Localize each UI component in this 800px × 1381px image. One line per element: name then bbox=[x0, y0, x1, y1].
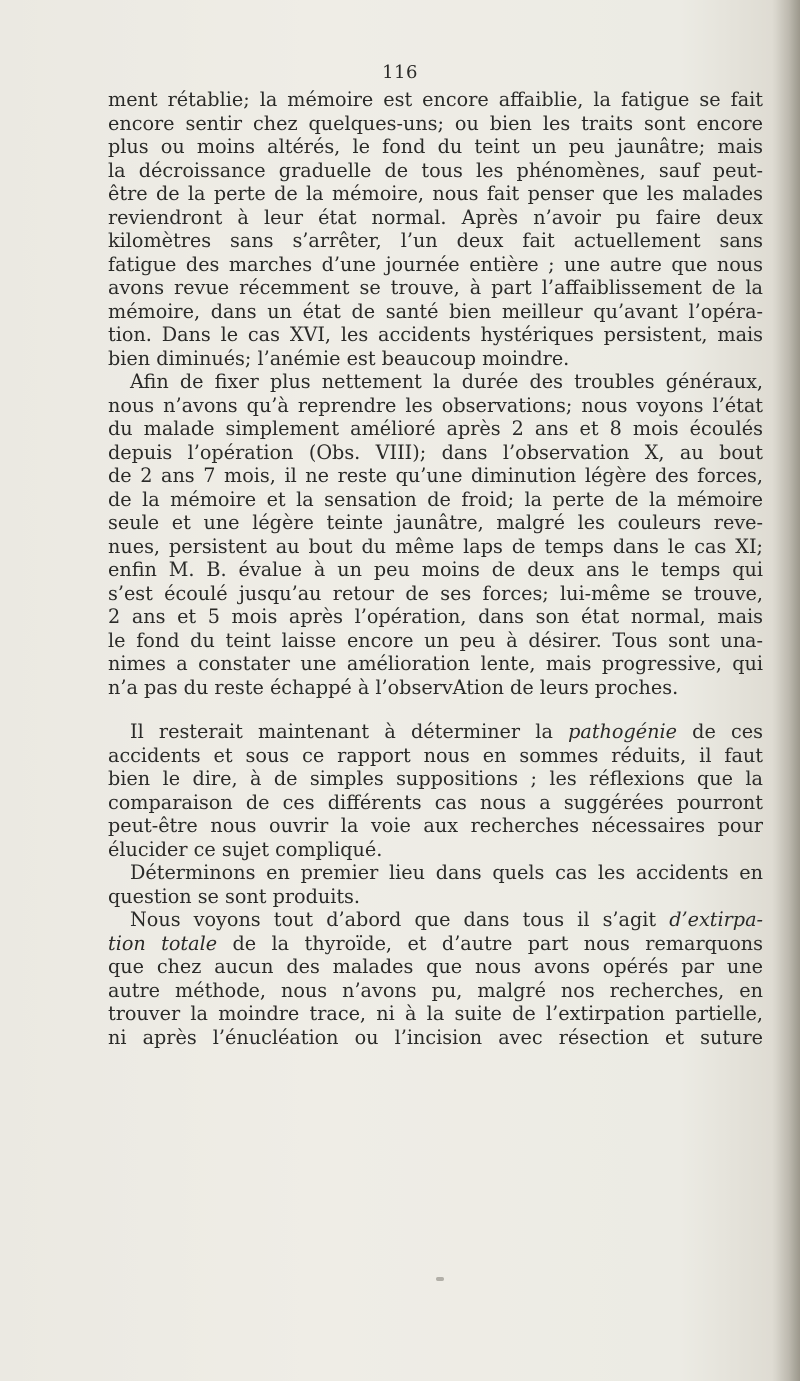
body-text bbox=[108, 88, 763, 1049]
text-line: être de la perte de la mémoire, nous fait penser que les malades bbox=[108, 182, 763, 205]
text-line bbox=[108, 720, 763, 744]
text-line: n’a pas du reste échappé à l’observAtion de leurs proches. bbox=[108, 675, 679, 699]
text-line: ment rétablie; la mémoire est encore affaiblie, la fatigue se fait bbox=[108, 88, 763, 111]
text-line: élucider ce sujet compliqué. bbox=[108, 837, 383, 861]
text-line: la décroissance graduelle de tous les phénomènes, sauf peut- bbox=[108, 158, 763, 182]
text-line bbox=[108, 932, 763, 956]
text-line: nues, persistent au bout du même laps de temps dans le cas XI; bbox=[108, 534, 763, 558]
text-line: 2 ans et 5 mois après l’opération, dans son état normal, mais bbox=[108, 605, 763, 628]
text-line: trouver la moindre trace, ni à la suite de l’extirpation partielle, bbox=[108, 1002, 763, 1025]
text-line: bien diminués; l’anémie est beaucoup moindre. bbox=[108, 346, 570, 370]
italic-term: pathogénie bbox=[568, 720, 677, 743]
text-line: plus ou moins altérés, le fond du teint un peu jaunâtre; mais bbox=[108, 135, 763, 158]
text-segment: Il resterait maintenant à déterminer la bbox=[130, 720, 569, 743]
text-line: de la mémoire et la sensation de froid; la perte de la mémoire bbox=[108, 487, 763, 511]
text-line: Déterminons en premier lieu dans quels cas les accidents en bbox=[130, 861, 763, 884]
text-line bbox=[108, 908, 763, 932]
text-segment: de la thyroïde, et d’autre part nous remarquons bbox=[232, 931, 763, 955]
paragraph bbox=[108, 861, 763, 908]
text-line: enfin M. B. évalue à un peu moins de deux ans le temps qui bbox=[108, 558, 763, 581]
text-line: le fond du teint laisse encore un peu à désirer. Tous sont una- bbox=[108, 628, 763, 652]
ink-mark bbox=[436, 1277, 444, 1281]
text-line: seule et une légère teinte jaunâtre, malgré les couleurs reve- bbox=[108, 511, 763, 534]
text-line: peut-être nous ouvrir la voie aux recherches nécessaires pour bbox=[108, 814, 763, 837]
italic-term: d’extirpa- bbox=[669, 908, 763, 931]
text-line: que chez aucun des malades que nous avons opérés par une bbox=[108, 955, 763, 978]
text-line: bien le dire, à de simples suppositions ; les réflexions que la bbox=[108, 767, 763, 790]
text-segment: de ces bbox=[676, 720, 763, 743]
italic-term: tion totale bbox=[108, 931, 218, 955]
text-line: tion. Dans le cas XVI, les accidents hystériques persistent, mais bbox=[108, 323, 763, 346]
text-line: encore sentir chez quelques-uns; ou bien les traits sont encore bbox=[108, 111, 763, 135]
page-edge-shadow bbox=[772, 0, 800, 1381]
text-line: ni après l’énucléation ou l’incision avec résection et suture bbox=[108, 1025, 763, 1049]
text-line: depuis l’opération (Obs. VIII); dans l’observation X, au bout bbox=[108, 440, 763, 464]
text-line: comparaison de ces différents cas nous a suggérées pourront bbox=[108, 790, 763, 814]
text-line: s’est écoulé jusqu’au retour de ses forces; lui-même se trouve, bbox=[108, 581, 763, 605]
text-line: accidents et sous ce rapport nous en sommes réduits, il faut bbox=[108, 743, 763, 767]
text-line: question se sont produits. bbox=[108, 884, 361, 908]
paragraph bbox=[108, 908, 763, 1049]
text-line: kilomètres sans s’arrêter, l’un deux fait actuellement sans bbox=[108, 229, 763, 252]
text-line: mémoire, dans un état de santé bien meilleur qu’avant l’opéra- bbox=[108, 299, 763, 323]
text-line: autre méthode, nous n’avons pu, malgré nos recherches, en bbox=[108, 978, 763, 1002]
paragraph-gap bbox=[108, 699, 763, 720]
text-line: avons revue récemment se trouve, à part l’affaiblissement de la bbox=[108, 276, 763, 299]
text-line: du malade simplement amélioré après 2 ans et 8 mois écoulés bbox=[108, 417, 763, 440]
text-line: reviendront à leur état normal. Après n’avoir pu faire deux bbox=[108, 205, 763, 229]
page-number: 116 bbox=[382, 62, 418, 83]
paragraph bbox=[108, 720, 763, 861]
paragraph bbox=[108, 88, 763, 370]
text-line: nous n’avons qu’à reprendre les observations; nous voyons l’état bbox=[108, 393, 763, 417]
paragraph bbox=[108, 370, 763, 699]
text-line: de 2 ans 7 mois, il ne reste qu’une diminution légère des forces, bbox=[108, 464, 763, 487]
text-segment: Nous voyons tout d’abord que dans tous il s’agit bbox=[130, 908, 670, 931]
text-line: nimes a constater une amélioration lente, mais progressive, qui bbox=[108, 652, 763, 675]
text-line: fatigue des marches d’une journée entière ; une autre que nous bbox=[108, 252, 763, 276]
text-line: Afin de fixer plus nettement la durée des troubles généraux, bbox=[130, 370, 763, 393]
